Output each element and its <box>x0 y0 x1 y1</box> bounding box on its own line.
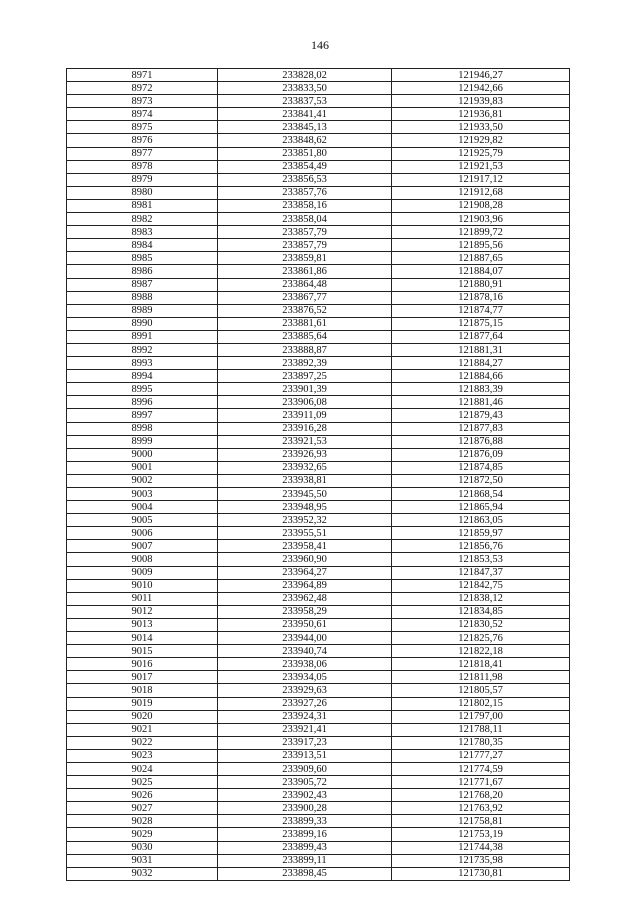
x-coordinate-cell: 233901,39 <box>218 383 392 396</box>
table-row <box>67 357 570 370</box>
table-row <box>67 553 570 566</box>
y-coordinate-cell: 121735,98 <box>392 854 570 867</box>
y-coordinate-cell: 121878,16 <box>392 291 570 304</box>
point-number-cell: 9015 <box>67 645 218 658</box>
x-coordinate-cell: 233858,16 <box>218 199 392 212</box>
point-number-cell: 8973 <box>67 95 218 108</box>
y-coordinate-cell: 121838,12 <box>392 592 570 605</box>
point-number-cell: 8988 <box>67 291 218 304</box>
y-coordinate-cell: 121903,96 <box>392 213 570 226</box>
point-number-cell: 8978 <box>67 160 218 173</box>
x-coordinate-cell: 233857,79 <box>218 239 392 252</box>
table-row <box>67 540 570 553</box>
x-coordinate-cell: 233958,29 <box>218 605 392 618</box>
table-row <box>67 134 570 147</box>
x-coordinate-cell: 233881,61 <box>218 317 392 330</box>
table-row <box>67 239 570 252</box>
point-number-cell: 8993 <box>67 357 218 370</box>
y-coordinate-cell: 121908,28 <box>392 199 570 212</box>
x-coordinate-cell: 233948,95 <box>218 501 392 514</box>
table-row <box>67 867 570 880</box>
x-coordinate-cell: 233909,60 <box>218 762 392 775</box>
table-row <box>67 82 570 95</box>
point-number-cell: 9003 <box>67 488 218 501</box>
x-coordinate-cell: 233913,51 <box>218 749 392 762</box>
x-coordinate-cell: 233885,64 <box>218 330 392 343</box>
table-row <box>67 409 570 422</box>
table-row <box>67 370 570 383</box>
y-coordinate-cell: 121872,50 <box>392 474 570 487</box>
table-row <box>67 173 570 186</box>
y-coordinate-cell: 121811,98 <box>392 671 570 684</box>
x-coordinate-cell: 233858,04 <box>218 213 392 226</box>
y-coordinate-cell: 121881,46 <box>392 396 570 409</box>
y-coordinate-cell: 121777,27 <box>392 749 570 762</box>
table-row <box>67 278 570 291</box>
y-coordinate-cell: 121774,59 <box>392 762 570 775</box>
table-row <box>67 815 570 828</box>
x-coordinate-cell: 233898,45 <box>218 867 392 880</box>
table-row <box>67 317 570 330</box>
table-row <box>67 566 570 579</box>
x-coordinate-cell: 233857,79 <box>218 226 392 239</box>
table-row <box>67 501 570 514</box>
y-coordinate-cell: 121933,50 <box>392 121 570 134</box>
y-coordinate-cell: 121825,76 <box>392 632 570 645</box>
y-coordinate-cell: 121875,15 <box>392 317 570 330</box>
x-coordinate-cell: 233876,52 <box>218 304 392 317</box>
point-number-cell: 8971 <box>67 69 218 82</box>
point-number-cell: 9026 <box>67 789 218 802</box>
point-number-cell: 9022 <box>67 736 218 749</box>
table-row <box>67 671 570 684</box>
point-number-cell: 9030 <box>67 841 218 854</box>
page-number: 146 <box>311 38 329 52</box>
point-number-cell: 9021 <box>67 723 218 736</box>
x-coordinate-cell: 233899,43 <box>218 841 392 854</box>
y-coordinate-cell: 121865,94 <box>392 501 570 514</box>
x-coordinate-cell: 233964,27 <box>218 566 392 579</box>
point-number-cell: 8982 <box>67 213 218 226</box>
table-row <box>67 108 570 121</box>
x-coordinate-cell: 233867,77 <box>218 291 392 304</box>
y-coordinate-cell: 121856,76 <box>392 540 570 553</box>
table-row <box>67 527 570 540</box>
point-number-cell: 9029 <box>67 828 218 841</box>
y-coordinate-cell: 121859,97 <box>392 527 570 540</box>
table-row <box>67 422 570 435</box>
x-coordinate-cell: 233924,31 <box>218 710 392 723</box>
table-row <box>67 618 570 631</box>
y-coordinate-cell: 121868,54 <box>392 488 570 501</box>
y-coordinate-cell: 121822,18 <box>392 645 570 658</box>
x-coordinate-cell: 233899,16 <box>218 828 392 841</box>
x-coordinate-cell: 233917,23 <box>218 736 392 749</box>
table-row <box>67 160 570 173</box>
table-row <box>67 749 570 762</box>
point-number-cell: 8977 <box>67 147 218 160</box>
x-coordinate-cell: 233950,61 <box>218 618 392 631</box>
x-coordinate-cell: 233944,00 <box>218 632 392 645</box>
point-number-cell: 9006 <box>67 527 218 540</box>
y-coordinate-cell: 121879,43 <box>392 409 570 422</box>
y-coordinate-cell: 121876,88 <box>392 435 570 448</box>
point-number-cell: 9023 <box>67 749 218 762</box>
x-coordinate-cell: 233888,87 <box>218 343 392 356</box>
table-row <box>67 605 570 618</box>
y-coordinate-cell: 121805,57 <box>392 684 570 697</box>
point-number-cell: 8991 <box>67 330 218 343</box>
table-row <box>67 841 570 854</box>
y-coordinate-cell: 121877,83 <box>392 422 570 435</box>
y-coordinate-cell: 121797,00 <box>392 710 570 723</box>
coordinates-table <box>66 68 570 881</box>
y-coordinate-cell: 121730,81 <box>392 867 570 880</box>
point-number-cell: 9032 <box>67 867 218 880</box>
y-coordinate-cell: 121884,07 <box>392 265 570 278</box>
table-row <box>67 736 570 749</box>
point-number-cell: 8980 <box>67 186 218 199</box>
x-coordinate-cell: 233905,72 <box>218 776 392 789</box>
table-row <box>67 592 570 605</box>
table-row <box>67 461 570 474</box>
x-coordinate-cell: 233921,41 <box>218 723 392 736</box>
x-coordinate-cell: 233851,80 <box>218 147 392 160</box>
point-number-cell: 8974 <box>67 108 218 121</box>
point-number-cell: 8987 <box>67 278 218 291</box>
y-coordinate-cell: 121802,15 <box>392 697 570 710</box>
y-coordinate-cell: 121921,53 <box>392 160 570 173</box>
table-row <box>67 697 570 710</box>
y-coordinate-cell: 121917,12 <box>392 173 570 186</box>
x-coordinate-cell: 233841,41 <box>218 108 392 121</box>
point-number-cell: 9009 <box>67 566 218 579</box>
x-coordinate-cell: 233921,53 <box>218 435 392 448</box>
y-coordinate-cell: 121899,72 <box>392 226 570 239</box>
point-number-cell: 9016 <box>67 658 218 671</box>
point-number-cell: 9018 <box>67 684 218 697</box>
point-number-cell: 9010 <box>67 579 218 592</box>
y-coordinate-cell: 121847,37 <box>392 566 570 579</box>
x-coordinate-cell: 233856,53 <box>218 173 392 186</box>
point-number-cell: 9025 <box>67 776 218 789</box>
x-coordinate-cell: 233958,41 <box>218 540 392 553</box>
y-coordinate-cell: 121946,27 <box>392 69 570 82</box>
point-number-cell: 8979 <box>67 173 218 186</box>
y-coordinate-cell: 121842,75 <box>392 579 570 592</box>
table-row <box>67 658 570 671</box>
point-number-cell: 8975 <box>67 121 218 134</box>
y-coordinate-cell: 121883,39 <box>392 383 570 396</box>
point-number-cell: 8997 <box>67 409 218 422</box>
y-coordinate-cell: 121925,79 <box>392 147 570 160</box>
table-row <box>67 304 570 317</box>
point-number-cell: 9019 <box>67 697 218 710</box>
x-coordinate-cell: 233857,76 <box>218 186 392 199</box>
table-row <box>67 291 570 304</box>
point-number-cell: 8998 <box>67 422 218 435</box>
table-row <box>67 762 570 775</box>
y-coordinate-cell: 121874,77 <box>392 304 570 317</box>
y-coordinate-cell: 121877,64 <box>392 330 570 343</box>
table-row <box>67 854 570 867</box>
point-number-cell: 9000 <box>67 448 218 461</box>
point-number-cell: 9014 <box>67 632 218 645</box>
x-coordinate-cell: 233854,49 <box>218 160 392 173</box>
table-row <box>67 252 570 265</box>
table-row <box>67 69 570 82</box>
y-coordinate-cell: 121853,53 <box>392 553 570 566</box>
y-coordinate-cell: 121788,11 <box>392 723 570 736</box>
y-coordinate-cell: 121874,85 <box>392 461 570 474</box>
table-row <box>67 435 570 448</box>
x-coordinate-cell: 233899,33 <box>218 815 392 828</box>
point-number-cell: 8983 <box>67 226 218 239</box>
table-row <box>67 776 570 789</box>
point-number-cell: 8984 <box>67 239 218 252</box>
x-coordinate-cell: 233906,08 <box>218 396 392 409</box>
x-coordinate-cell: 233861,86 <box>218 265 392 278</box>
y-coordinate-cell: 121758,81 <box>392 815 570 828</box>
x-coordinate-cell: 233929,63 <box>218 684 392 697</box>
y-coordinate-cell: 121884,66 <box>392 370 570 383</box>
y-coordinate-cell: 121936,81 <box>392 108 570 121</box>
point-number-cell: 8994 <box>67 370 218 383</box>
y-coordinate-cell: 121881,31 <box>392 343 570 356</box>
y-coordinate-cell: 121768,20 <box>392 789 570 802</box>
table-row <box>67 226 570 239</box>
point-number-cell: 9020 <box>67 710 218 723</box>
x-coordinate-cell: 233864,48 <box>218 278 392 291</box>
y-coordinate-cell: 121887,65 <box>392 252 570 265</box>
y-coordinate-cell: 121744,38 <box>392 841 570 854</box>
x-coordinate-cell: 233955,51 <box>218 527 392 540</box>
x-coordinate-cell: 233916,28 <box>218 422 392 435</box>
table-row <box>67 710 570 723</box>
y-coordinate-cell: 121942,66 <box>392 82 570 95</box>
x-coordinate-cell: 233940,74 <box>218 645 392 658</box>
x-coordinate-cell: 233902,43 <box>218 789 392 802</box>
point-number-cell: 8999 <box>67 435 218 448</box>
point-number-cell: 8990 <box>67 317 218 330</box>
point-number-cell: 9027 <box>67 802 218 815</box>
point-number-cell: 8972 <box>67 82 218 95</box>
x-coordinate-cell: 233845,13 <box>218 121 392 134</box>
x-coordinate-cell: 233859,81 <box>218 252 392 265</box>
table-row <box>67 632 570 645</box>
table-row <box>67 514 570 527</box>
point-number-cell: 9031 <box>67 854 218 867</box>
table-row <box>67 802 570 815</box>
point-number-cell: 9007 <box>67 540 218 553</box>
y-coordinate-cell: 121929,82 <box>392 134 570 147</box>
point-number-cell: 9024 <box>67 762 218 775</box>
x-coordinate-cell: 233938,81 <box>218 474 392 487</box>
y-coordinate-cell: 121876,09 <box>392 448 570 461</box>
table-row <box>67 265 570 278</box>
point-number-cell: 8981 <box>67 199 218 212</box>
y-coordinate-cell: 121753,19 <box>392 828 570 841</box>
point-number-cell: 8995 <box>67 383 218 396</box>
table-row <box>67 488 570 501</box>
point-number-cell: 8976 <box>67 134 218 147</box>
x-coordinate-cell: 233899,11 <box>218 854 392 867</box>
y-coordinate-cell: 121939,83 <box>392 95 570 108</box>
table-row <box>67 474 570 487</box>
table-row <box>67 579 570 592</box>
x-coordinate-cell: 233926,93 <box>218 448 392 461</box>
table-row <box>67 213 570 226</box>
table-row <box>67 396 570 409</box>
table-row <box>67 448 570 461</box>
y-coordinate-cell: 121771,67 <box>392 776 570 789</box>
x-coordinate-cell: 233900,28 <box>218 802 392 815</box>
point-number-cell: 9005 <box>67 514 218 527</box>
point-number-cell: 9002 <box>67 474 218 487</box>
point-number-cell: 9011 <box>67 592 218 605</box>
x-coordinate-cell: 233848,62 <box>218 134 392 147</box>
point-number-cell: 8996 <box>67 396 218 409</box>
table-row <box>67 199 570 212</box>
point-number-cell: 8992 <box>67 343 218 356</box>
point-number-cell: 9012 <box>67 605 218 618</box>
y-coordinate-cell: 121763,92 <box>392 802 570 815</box>
y-coordinate-cell: 121884,27 <box>392 357 570 370</box>
table-row <box>67 121 570 134</box>
y-coordinate-cell: 121834,85 <box>392 605 570 618</box>
point-number-cell: 9001 <box>67 461 218 474</box>
x-coordinate-cell: 233952,32 <box>218 514 392 527</box>
point-number-cell: 8989 <box>67 304 218 317</box>
table-body <box>67 69 570 881</box>
table-row <box>67 330 570 343</box>
x-coordinate-cell: 233833,50 <box>218 82 392 95</box>
x-coordinate-cell: 233964,89 <box>218 579 392 592</box>
x-coordinate-cell: 233897,25 <box>218 370 392 383</box>
x-coordinate-cell: 233960,90 <box>218 553 392 566</box>
table-row <box>67 684 570 697</box>
x-coordinate-cell: 233837,53 <box>218 95 392 108</box>
x-coordinate-cell: 233892,39 <box>218 357 392 370</box>
x-coordinate-cell: 233945,50 <box>218 488 392 501</box>
table-row <box>67 186 570 199</box>
table-row <box>67 343 570 356</box>
point-number-cell: 8985 <box>67 252 218 265</box>
y-coordinate-cell: 121780,35 <box>392 736 570 749</box>
table-row <box>67 723 570 736</box>
x-coordinate-cell: 233927,26 <box>218 697 392 710</box>
y-coordinate-cell: 121863,05 <box>392 514 570 527</box>
table-row <box>67 147 570 160</box>
y-coordinate-cell: 121912,68 <box>392 186 570 199</box>
y-coordinate-cell: 121880,91 <box>392 278 570 291</box>
y-coordinate-cell: 121818,41 <box>392 658 570 671</box>
table-row <box>67 828 570 841</box>
point-number-cell: 9008 <box>67 553 218 566</box>
x-coordinate-cell: 233828,02 <box>218 69 392 82</box>
point-number-cell: 9013 <box>67 618 218 631</box>
point-number-cell: 8986 <box>67 265 218 278</box>
x-coordinate-cell: 233932,65 <box>218 461 392 474</box>
y-coordinate-cell: 121830,52 <box>392 618 570 631</box>
y-coordinate-cell: 121895,56 <box>392 239 570 252</box>
table-row <box>67 383 570 396</box>
table-row <box>67 95 570 108</box>
x-coordinate-cell: 233962,48 <box>218 592 392 605</box>
x-coordinate-cell: 233911,09 <box>218 409 392 422</box>
point-number-cell: 9028 <box>67 815 218 828</box>
x-coordinate-cell: 233938,06 <box>218 658 392 671</box>
point-number-cell: 9017 <box>67 671 218 684</box>
table-row <box>67 645 570 658</box>
x-coordinate-cell: 233934,05 <box>218 671 392 684</box>
point-number-cell: 9004 <box>67 501 218 514</box>
table-row <box>67 789 570 802</box>
